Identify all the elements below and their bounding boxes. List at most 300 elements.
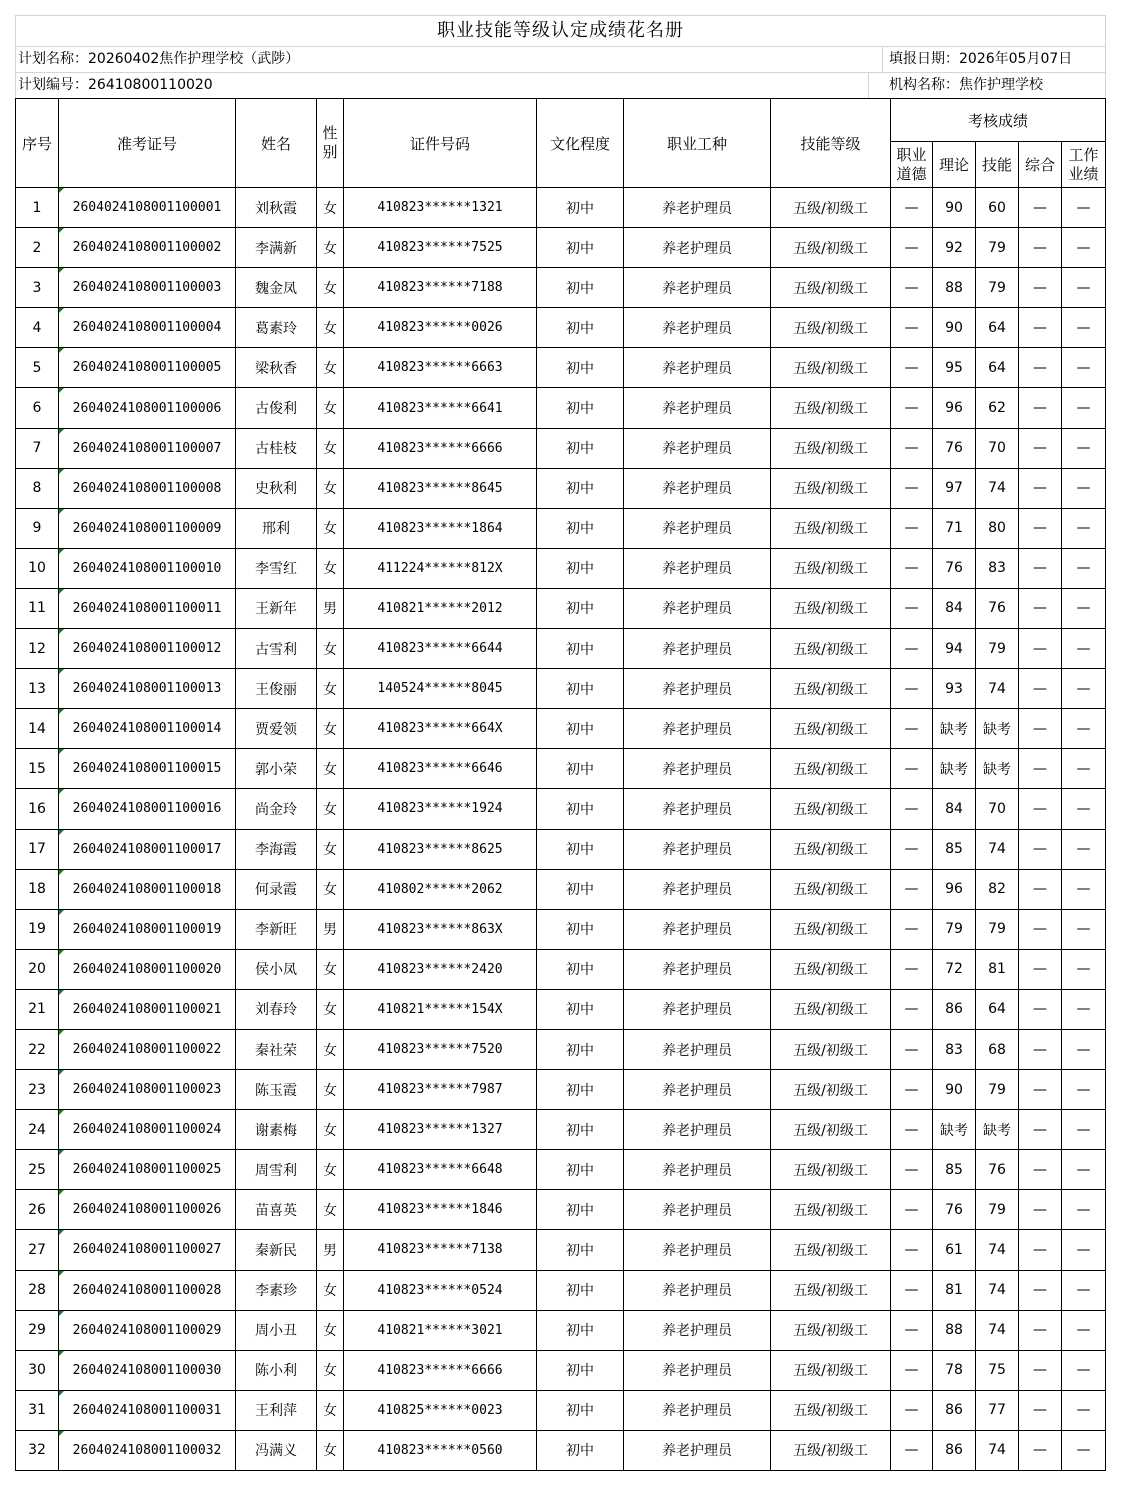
cell-skill: 64 bbox=[976, 348, 1019, 388]
cell-level: 五级/初级工 bbox=[771, 829, 891, 869]
cell-skill: 79 bbox=[976, 1070, 1019, 1110]
table-row bbox=[16, 1029, 1106, 1069]
cell-level: 五级/初级工 bbox=[771, 348, 891, 388]
cell-gender: 女 bbox=[317, 1270, 344, 1310]
cell-name: 何录霞 bbox=[236, 869, 317, 909]
cell-ethics: — bbox=[891, 629, 933, 669]
cell-id: 410823******6641 bbox=[344, 388, 537, 428]
cell-job: 养老护理员 bbox=[624, 508, 771, 548]
cell-id: 410823******1846 bbox=[344, 1190, 537, 1230]
cell-edu: 初中 bbox=[537, 1390, 624, 1430]
cell-note-marker bbox=[59, 830, 64, 835]
table-row bbox=[16, 909, 1106, 949]
cell-level: 五级/初级工 bbox=[771, 1310, 891, 1350]
cell-seq: 8 bbox=[16, 468, 59, 508]
cell-work: — bbox=[1062, 468, 1106, 508]
table-row bbox=[16, 1310, 1106, 1350]
cell-note-marker bbox=[59, 1190, 64, 1195]
cell-work: — bbox=[1062, 428, 1106, 468]
cell-gender: 女 bbox=[317, 789, 344, 829]
cell-work: — bbox=[1062, 1070, 1106, 1110]
table-row bbox=[16, 1430, 1106, 1470]
cell-theory: 86 bbox=[933, 989, 976, 1029]
cell-skill: 74 bbox=[976, 669, 1019, 709]
cell-overall: — bbox=[1019, 1190, 1062, 1230]
col-scores: 考核成绩 bbox=[891, 99, 1106, 142]
table-row bbox=[16, 669, 1106, 709]
cell-name: 尚金玲 bbox=[236, 789, 317, 829]
cell-ticket: 2604024108001100031 bbox=[59, 1390, 236, 1430]
cell-edu: 初中 bbox=[537, 909, 624, 949]
cell-theory: 72 bbox=[933, 949, 976, 989]
table-row bbox=[16, 1110, 1106, 1150]
cell-skill: 70 bbox=[976, 789, 1019, 829]
cell-note-marker bbox=[59, 789, 64, 794]
cell-ethics: — bbox=[891, 789, 933, 829]
cell-note-marker bbox=[59, 1070, 64, 1075]
cell-name: 李素珍 bbox=[236, 1270, 317, 1310]
cell-level: 五级/初级工 bbox=[771, 228, 891, 268]
table-row bbox=[16, 188, 1106, 228]
cell-seq: 28 bbox=[16, 1270, 59, 1310]
cell-work: — bbox=[1062, 268, 1106, 308]
cell-gender: 女 bbox=[317, 1430, 344, 1470]
cell-note-marker bbox=[59, 429, 64, 434]
cell-theory: 79 bbox=[933, 909, 976, 949]
cell-gender: 女 bbox=[317, 749, 344, 789]
cell-name: 陈小利 bbox=[236, 1350, 317, 1390]
cell-note-marker bbox=[59, 950, 64, 955]
cell-ethics: — bbox=[891, 308, 933, 348]
cell-level: 五级/初级工 bbox=[771, 508, 891, 548]
cell-seq: 5 bbox=[16, 348, 59, 388]
cell-edu: 初中 bbox=[537, 989, 624, 1029]
cell-name: 刘春玲 bbox=[236, 989, 317, 1029]
cell-job: 养老护理员 bbox=[624, 228, 771, 268]
cell-ticket: 2604024108001100006 bbox=[59, 388, 236, 428]
cell-job: 养老护理员 bbox=[624, 949, 771, 989]
cell-overall: — bbox=[1019, 508, 1062, 548]
col-ticket: 准考证号 bbox=[59, 99, 236, 188]
cell-edu: 初中 bbox=[537, 548, 624, 588]
cell-edu: 初中 bbox=[537, 1190, 624, 1230]
cell-id: 410823******6648 bbox=[344, 1150, 537, 1190]
table-row bbox=[16, 1230, 1106, 1270]
cell-overall: — bbox=[1019, 468, 1062, 508]
cell-theory: 93 bbox=[933, 669, 976, 709]
cell-edu: 初中 bbox=[537, 1350, 624, 1390]
cell-theory: 76 bbox=[933, 548, 976, 588]
col-seq: 序号 bbox=[16, 99, 59, 188]
cell-edu: 初中 bbox=[537, 308, 624, 348]
cell-work: — bbox=[1062, 789, 1106, 829]
cell-work: — bbox=[1062, 629, 1106, 669]
cell-ticket: 2604024108001100001 bbox=[59, 188, 236, 228]
cell-id: 410823******6644 bbox=[344, 629, 537, 669]
cell-work: — bbox=[1062, 1390, 1106, 1430]
cell-id: 410823******6663 bbox=[344, 348, 537, 388]
table-row bbox=[16, 548, 1106, 588]
cell-seq: 22 bbox=[16, 1029, 59, 1069]
cell-note-marker bbox=[59, 469, 64, 474]
table-row bbox=[16, 1070, 1106, 1110]
cell-gender: 女 bbox=[317, 669, 344, 709]
cell-job: 养老护理员 bbox=[624, 1150, 771, 1190]
cell-theory: 缺考 bbox=[933, 709, 976, 749]
cell-id: 410821******2012 bbox=[344, 588, 537, 628]
cell-edu: 初中 bbox=[537, 1029, 624, 1069]
cell-level: 五级/初级工 bbox=[771, 989, 891, 1029]
cell-seq: 24 bbox=[16, 1110, 59, 1150]
cell-overall: — bbox=[1019, 749, 1062, 789]
cell-id: 410823******6666 bbox=[344, 428, 537, 468]
cell-theory: 85 bbox=[933, 829, 976, 869]
cell-theory: 76 bbox=[933, 428, 976, 468]
cell-work: — bbox=[1062, 669, 1106, 709]
cell-ticket: 2604024108001100024 bbox=[59, 1110, 236, 1150]
cell-ethics: — bbox=[891, 1430, 933, 1470]
cell-edu: 初中 bbox=[537, 1070, 624, 1110]
cell-job: 养老护理员 bbox=[624, 588, 771, 628]
cell-skill: 80 bbox=[976, 508, 1019, 548]
cell-theory: 90 bbox=[933, 188, 976, 228]
cell-id: 410823******2420 bbox=[344, 949, 537, 989]
cell-job: 养老护理员 bbox=[624, 388, 771, 428]
cell-note-marker bbox=[59, 749, 64, 754]
cell-edu: 初中 bbox=[537, 268, 624, 308]
cell-level: 五级/初级工 bbox=[771, 1150, 891, 1190]
cell-skill: 74 bbox=[976, 1310, 1019, 1350]
cell-skill: 83 bbox=[976, 548, 1019, 588]
cell-work: — bbox=[1062, 1350, 1106, 1390]
cell-ticket: 2604024108001100030 bbox=[59, 1350, 236, 1390]
cell-ticket: 2604024108001100009 bbox=[59, 508, 236, 548]
cell-name: 古桂枝 bbox=[236, 428, 317, 468]
cell-theory: 90 bbox=[933, 308, 976, 348]
cell-name: 古俊利 bbox=[236, 388, 317, 428]
cell-note-marker bbox=[59, 228, 64, 233]
cell-ticket: 2604024108001100028 bbox=[59, 1270, 236, 1310]
cell-work: — bbox=[1062, 348, 1106, 388]
cell-skill: 60 bbox=[976, 188, 1019, 228]
cell-level: 五级/初级工 bbox=[771, 629, 891, 669]
cell-work: — bbox=[1062, 1150, 1106, 1190]
cell-overall: — bbox=[1019, 1070, 1062, 1110]
cell-seq: 7 bbox=[16, 428, 59, 468]
cell-seq: 19 bbox=[16, 909, 59, 949]
col-skill: 技能 bbox=[976, 142, 1019, 188]
table-row bbox=[16, 829, 1106, 869]
cell-job: 养老护理员 bbox=[624, 468, 771, 508]
col-gender: 性 别 bbox=[317, 99, 344, 188]
cell-seq: 32 bbox=[16, 1430, 59, 1470]
cell-overall: — bbox=[1019, 829, 1062, 869]
table-row bbox=[16, 749, 1106, 789]
cell-edu: 初中 bbox=[537, 1150, 624, 1190]
cell-gender: 女 bbox=[317, 428, 344, 468]
cell-id: 140524******8045 bbox=[344, 669, 537, 709]
cell-edu: 初中 bbox=[537, 468, 624, 508]
table-row bbox=[16, 709, 1106, 749]
cell-edu: 初中 bbox=[537, 348, 624, 388]
table-row bbox=[16, 468, 1106, 508]
cell-ticket: 2604024108001100016 bbox=[59, 789, 236, 829]
table-row bbox=[16, 428, 1106, 468]
cell-theory: 86 bbox=[933, 1430, 976, 1470]
cell-overall: — bbox=[1019, 228, 1062, 268]
cell-work: — bbox=[1062, 869, 1106, 909]
cell-level: 五级/初级工 bbox=[771, 188, 891, 228]
col-job: 职业工种 bbox=[624, 99, 771, 188]
cell-theory: 88 bbox=[933, 1310, 976, 1350]
cell-overall: — bbox=[1019, 789, 1062, 829]
cell-work: — bbox=[1062, 1029, 1106, 1069]
table-row bbox=[16, 308, 1106, 348]
cell-work: — bbox=[1062, 228, 1106, 268]
col-theory: 理论 bbox=[933, 142, 976, 188]
cell-edu: 初中 bbox=[537, 228, 624, 268]
cell-seq: 14 bbox=[16, 709, 59, 749]
cell-job: 养老护理员 bbox=[624, 1070, 771, 1110]
cell-ethics: — bbox=[891, 188, 933, 228]
cell-ticket: 2604024108001100017 bbox=[59, 829, 236, 869]
cell-gender: 女 bbox=[317, 188, 344, 228]
cell-ethics: — bbox=[891, 829, 933, 869]
cell-work: — bbox=[1062, 829, 1106, 869]
cell-seq: 1 bbox=[16, 188, 59, 228]
cell-work: — bbox=[1062, 1230, 1106, 1270]
cell-job: 养老护理员 bbox=[624, 268, 771, 308]
cell-note-marker bbox=[59, 1311, 64, 1316]
cell-id: 410823******0524 bbox=[344, 1270, 537, 1310]
table-row bbox=[16, 1190, 1106, 1230]
cell-job: 养老护理员 bbox=[624, 869, 771, 909]
cell-note-marker bbox=[59, 348, 64, 353]
cell-gender: 女 bbox=[317, 1150, 344, 1190]
cell-note-marker bbox=[59, 509, 64, 514]
cell-job: 养老护理员 bbox=[624, 1430, 771, 1470]
cell-theory: 90 bbox=[933, 1070, 976, 1110]
cell-work: — bbox=[1062, 949, 1106, 989]
cell-job: 养老护理员 bbox=[624, 789, 771, 829]
cell-id: 410823******7520 bbox=[344, 1029, 537, 1069]
cell-edu: 初中 bbox=[537, 669, 624, 709]
cell-work: — bbox=[1062, 1270, 1106, 1310]
cell-id: 410825******0023 bbox=[344, 1390, 537, 1430]
table-row bbox=[16, 388, 1106, 428]
cell-ticket: 2604024108001100002 bbox=[59, 228, 236, 268]
cell-work: — bbox=[1062, 1110, 1106, 1150]
cell-job: 养老护理员 bbox=[624, 1310, 771, 1350]
cell-overall: — bbox=[1019, 348, 1062, 388]
cell-ethics: — bbox=[891, 1190, 933, 1230]
cell-theory: 85 bbox=[933, 1150, 976, 1190]
cell-level: 五级/初级工 bbox=[771, 1029, 891, 1069]
col-level: 技能等级 bbox=[771, 99, 891, 188]
cell-skill: 77 bbox=[976, 1390, 1019, 1430]
cell-overall: — bbox=[1019, 1110, 1062, 1150]
cell-name: 周雪利 bbox=[236, 1150, 317, 1190]
table-row bbox=[16, 1390, 1106, 1430]
cell-level: 五级/初级工 bbox=[771, 1350, 891, 1390]
cell-name: 周小丑 bbox=[236, 1310, 317, 1350]
cell-name: 秦社荣 bbox=[236, 1029, 317, 1069]
cell-overall: — bbox=[1019, 1310, 1062, 1350]
cell-ethics: — bbox=[891, 869, 933, 909]
cell-ticket: 2604024108001100020 bbox=[59, 949, 236, 989]
cell-level: 五级/初级工 bbox=[771, 1270, 891, 1310]
cell-overall: — bbox=[1019, 388, 1062, 428]
cell-ticket: 2604024108001100008 bbox=[59, 468, 236, 508]
score-table bbox=[15, 98, 1106, 1471]
cell-level: 五级/初级工 bbox=[771, 749, 891, 789]
cell-ticket: 2604024108001100027 bbox=[59, 1230, 236, 1270]
cell-ethics: — bbox=[891, 428, 933, 468]
cell-ticket: 2604024108001100026 bbox=[59, 1190, 236, 1230]
cell-skill: 79 bbox=[976, 909, 1019, 949]
cell-note-marker bbox=[59, 990, 64, 995]
cell-skill: 缺考 bbox=[976, 749, 1019, 789]
cell-work: — bbox=[1062, 388, 1106, 428]
cell-seq: 30 bbox=[16, 1350, 59, 1390]
table-row bbox=[16, 1270, 1106, 1310]
cell-overall: — bbox=[1019, 629, 1062, 669]
table-row bbox=[16, 588, 1106, 628]
cell-seq: 13 bbox=[16, 669, 59, 709]
cell-gender: 女 bbox=[317, 268, 344, 308]
cell-theory: 88 bbox=[933, 268, 976, 308]
cell-overall: — bbox=[1019, 1150, 1062, 1190]
cell-gender: 女 bbox=[317, 629, 344, 669]
cell-ethics: — bbox=[891, 388, 933, 428]
cell-edu: 初中 bbox=[537, 709, 624, 749]
cell-gender: 女 bbox=[317, 548, 344, 588]
cell-ticket: 2604024108001100011 bbox=[59, 588, 236, 628]
cell-edu: 初中 bbox=[537, 1310, 624, 1350]
cell-seq: 17 bbox=[16, 829, 59, 869]
cell-theory: 94 bbox=[933, 629, 976, 669]
cell-theory: 84 bbox=[933, 588, 976, 628]
cell-level: 五级/初级工 bbox=[771, 268, 891, 308]
cell-ethics: — bbox=[891, 228, 933, 268]
cell-name: 魏金凤 bbox=[236, 268, 317, 308]
cell-level: 五级/初级工 bbox=[771, 588, 891, 628]
cell-ethics: — bbox=[891, 468, 933, 508]
cell-seq: 6 bbox=[16, 388, 59, 428]
cell-level: 五级/初级工 bbox=[771, 468, 891, 508]
cell-overall: — bbox=[1019, 1350, 1062, 1390]
cell-ethics: — bbox=[891, 1150, 933, 1190]
plan-code: 计划编号：26410800110020 bbox=[18, 77, 213, 93]
cell-theory: 96 bbox=[933, 869, 976, 909]
cell-job: 养老护理员 bbox=[624, 1029, 771, 1069]
cell-note-marker bbox=[59, 1431, 64, 1436]
cell-ticket: 2604024108001100019 bbox=[59, 909, 236, 949]
cell-skill: 79 bbox=[976, 228, 1019, 268]
cell-level: 五级/初级工 bbox=[771, 428, 891, 468]
cell-ethics: — bbox=[891, 1029, 933, 1069]
cell-job: 养老护理员 bbox=[624, 1270, 771, 1310]
cell-edu: 初中 bbox=[537, 508, 624, 548]
cell-skill: 81 bbox=[976, 949, 1019, 989]
cell-name: 李雪红 bbox=[236, 548, 317, 588]
cell-overall: — bbox=[1019, 268, 1062, 308]
cell-overall: — bbox=[1019, 949, 1062, 989]
meta-row-1 bbox=[15, 46, 1106, 72]
cell-seq: 31 bbox=[16, 1390, 59, 1430]
cell-id: 410823******7525 bbox=[344, 228, 537, 268]
cell-note-marker bbox=[59, 268, 64, 273]
cell-skill: 79 bbox=[976, 629, 1019, 669]
cell-seq: 29 bbox=[16, 1310, 59, 1350]
cell-seq: 11 bbox=[16, 588, 59, 628]
cell-name: 李满新 bbox=[236, 228, 317, 268]
cell-skill: 64 bbox=[976, 989, 1019, 1029]
cell-level: 五级/初级工 bbox=[771, 388, 891, 428]
cell-edu: 初中 bbox=[537, 1270, 624, 1310]
cell-gender: 男 bbox=[317, 1230, 344, 1270]
cell-gender: 女 bbox=[317, 989, 344, 1029]
cell-seq: 4 bbox=[16, 308, 59, 348]
cell-ethics: — bbox=[891, 949, 933, 989]
cell-seq: 20 bbox=[16, 949, 59, 989]
cell-job: 养老护理员 bbox=[624, 1190, 771, 1230]
cell-edu: 初中 bbox=[537, 789, 624, 829]
cell-gender: 女 bbox=[317, 508, 344, 548]
cell-theory: 95 bbox=[933, 348, 976, 388]
cell-job: 养老护理员 bbox=[624, 1110, 771, 1150]
cell-ethics: — bbox=[891, 709, 933, 749]
cell-id: 410823******1321 bbox=[344, 188, 537, 228]
cell-edu: 初中 bbox=[537, 588, 624, 628]
cell-level: 五级/初级工 bbox=[771, 909, 891, 949]
cell-ethics: — bbox=[891, 1230, 933, 1270]
cell-name: 郭小荣 bbox=[236, 749, 317, 789]
cell-note-marker bbox=[59, 1150, 64, 1155]
cell-note-marker bbox=[59, 870, 64, 875]
cell-job: 养老护理员 bbox=[624, 669, 771, 709]
cell-name: 史秋利 bbox=[236, 468, 317, 508]
cell-theory: 61 bbox=[933, 1230, 976, 1270]
plan-name: 计划名称：20260402焦作护理学校（武陟） bbox=[18, 51, 300, 67]
cell-id: 410823******7138 bbox=[344, 1230, 537, 1270]
cell-theory: 78 bbox=[933, 1350, 976, 1390]
fill-date: 填报日期：2026年05月07日 bbox=[882, 47, 1105, 72]
cell-id: 410823******1864 bbox=[344, 508, 537, 548]
cell-skill: 74 bbox=[976, 1230, 1019, 1270]
cell-ticket: 2604024108001100003 bbox=[59, 268, 236, 308]
cell-level: 五级/初级工 bbox=[771, 869, 891, 909]
cell-name: 刘秋霞 bbox=[236, 188, 317, 228]
cell-name: 李海霞 bbox=[236, 829, 317, 869]
cell-gender: 男 bbox=[317, 909, 344, 949]
cell-note-marker bbox=[59, 188, 64, 193]
cell-gender: 女 bbox=[317, 1390, 344, 1430]
cell-skill: 82 bbox=[976, 869, 1019, 909]
cell-job: 养老护理员 bbox=[624, 348, 771, 388]
cell-edu: 初中 bbox=[537, 949, 624, 989]
table-row bbox=[16, 1150, 1106, 1190]
cell-id: 410823******0026 bbox=[344, 308, 537, 348]
cell-level: 五级/初级工 bbox=[771, 1390, 891, 1430]
cell-skill: 62 bbox=[976, 388, 1019, 428]
cell-theory: 71 bbox=[933, 508, 976, 548]
cell-id: 411224******812X bbox=[344, 548, 537, 588]
cell-gender: 女 bbox=[317, 1070, 344, 1110]
table-row bbox=[16, 949, 1106, 989]
org-name: 机构名称：焦作护理学校 bbox=[868, 73, 1105, 98]
cell-job: 养老护理员 bbox=[624, 1350, 771, 1390]
